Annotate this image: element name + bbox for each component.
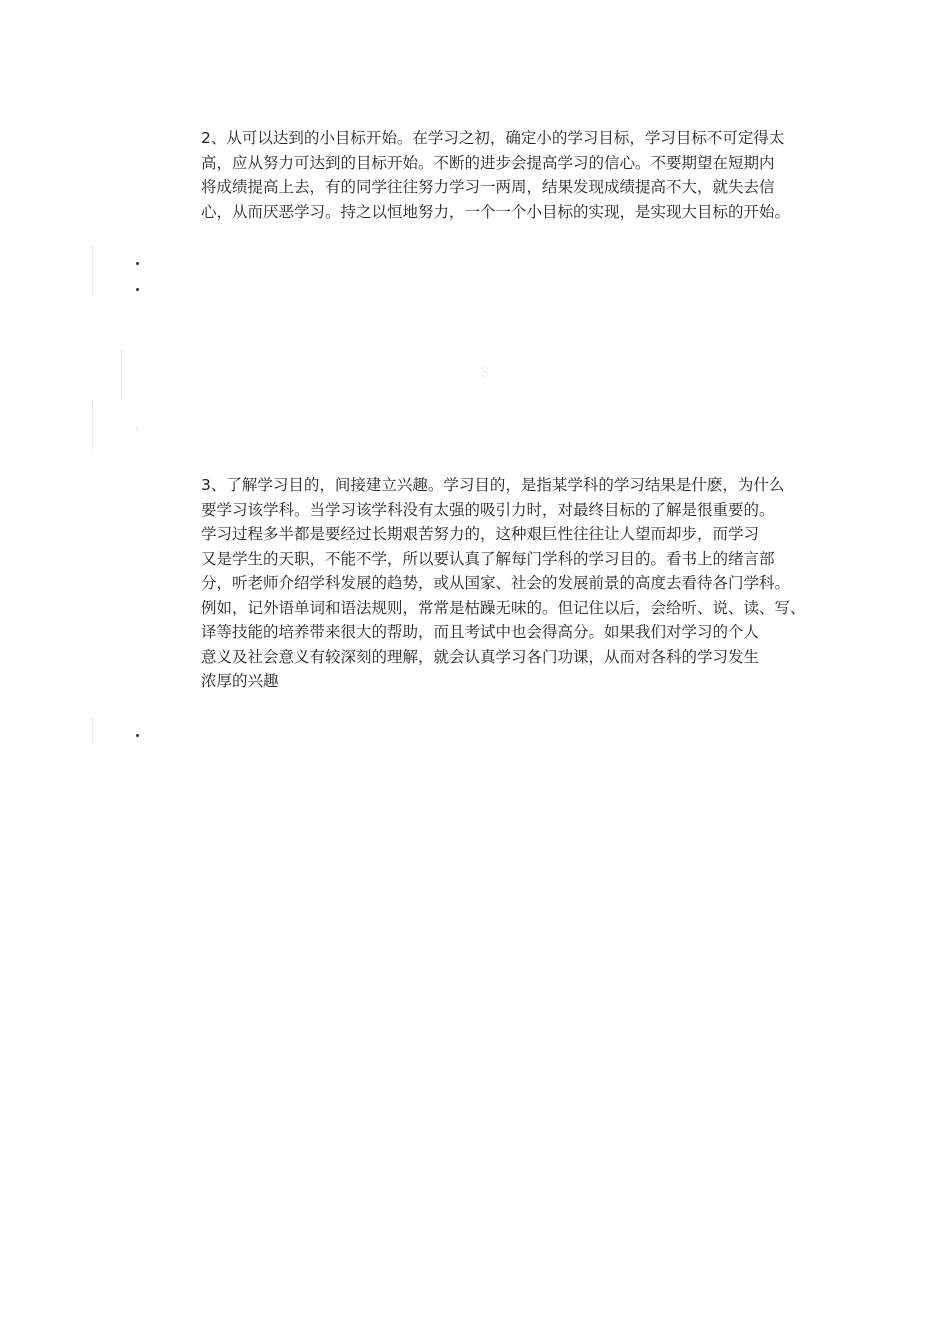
paragraph-line: 意义及社会意义有较深刻的理解，就会认真学习各门功课，从而对各科的学习发生 xyxy=(201,647,760,666)
paragraph-line: 学习过程多半都是要经过长期艰苦努力的，这种艰巨性往往让人望而却步，而学习 xyxy=(201,525,760,543)
bullet-dot xyxy=(136,288,139,291)
paragraph-line: 又是学生的天职，不能不学，所以要认真了解每门学科的学习目的。看书上的绪言部 xyxy=(201,549,775,568)
paragraph-line: 分，听老师介绍学科发展的趋势，或从国家、社会的发展前景的高度去看待各门学科。 xyxy=(201,574,791,592)
paragraph-line: 心，从而厌恶学习。持之以恒地努力，一个一个小目标的实现，是实现大目标的开始。 xyxy=(201,202,791,221)
margin-guide-line xyxy=(92,400,93,450)
margin-guide-line xyxy=(121,350,122,400)
paragraph-line: 3、了解学习目的，间接建立兴趣。学习目的，是指某学科的学习结果是什麽，为什么 xyxy=(201,476,785,494)
paragraph-line: 译等技能的培养带来很大的帮助，而且考试中也会得高分。如果我们对学习的个人 xyxy=(201,623,760,641)
margin-guide-line xyxy=(92,718,93,744)
paragraph-line: 浓厚的兴趣 xyxy=(201,672,279,690)
paragraph-line: 例如，记外语单词和语法规则，常常是枯躁无味的。但记住以后，会给听、说、读、写、 xyxy=(201,598,806,617)
paragraph-line: 2、从可以达到的小目标开始。在学习之初，确定小的学习目标，学习目标不可定得太 xyxy=(201,129,785,147)
bullet-dot xyxy=(136,262,139,265)
paragraph-line: 将成绩提高上去，有的同学往往努力学习一两周，结果发现成绩提高不大，就失去信 xyxy=(201,178,775,196)
margin-guide-line xyxy=(92,246,93,296)
paragraph-line: 高，应从努力可达到的目标开始。不断的进步会提高学习的信心。不要期望在短期内 xyxy=(201,153,775,172)
page-number: 3 xyxy=(480,364,489,381)
paragraph-line: 要学习该学科。当学习该学科没有太强的吸引力时，对最终目标的了解是很重要的。 xyxy=(201,500,775,519)
paragraph-section-3 xyxy=(201,473,821,694)
faint-mark xyxy=(136,428,138,430)
paragraph-section-2 xyxy=(201,126,821,224)
bullet-dot xyxy=(136,734,139,737)
